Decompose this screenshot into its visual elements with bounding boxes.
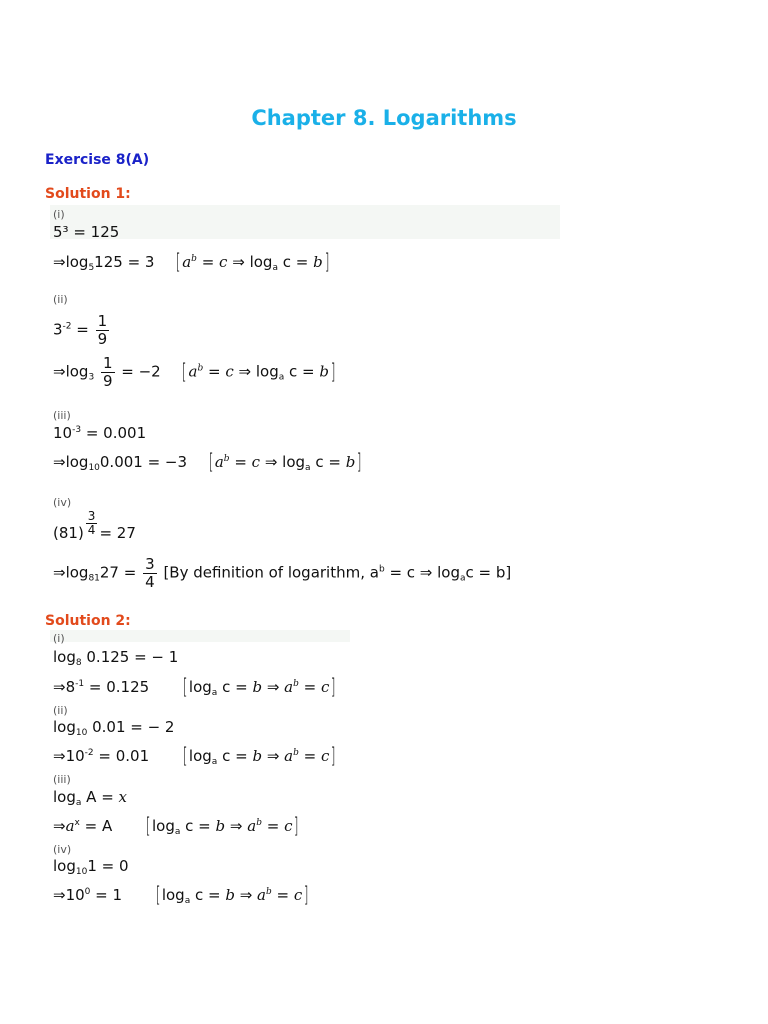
equation: $\log_{10} 0.01$ = − 2 [53,718,175,738]
equation: $\Rightarrow\log_3$ $\frac{1}{9}$ = −2 [ $a^b = c$ ⇒ $\log_a c = b$] [53,354,336,390]
equation: 5³ = 125 [53,223,120,241]
solution-1-heading: Solution 1: [45,186,131,202]
equation: $3^{-2}$ = $\frac{1}{9}$ [53,312,108,348]
part-label: (i) [53,208,65,221]
equation: $10^{-3} = 0.001$ [53,424,147,442]
equation: $\Rightarrow a^x = A$ [ $\log_a c = b$ ⇒ $a^b = c$] [53,814,300,838]
equation: (81) $\frac{3}{4}$ = 27 [53,509,136,542]
highlight-band [50,205,560,239]
equation: $\Rightarrow 10^{-2} = 0.01$ [ $\log_a c = b$ ⇒ $a^b = c$] [53,744,336,768]
part-label: (iv) [53,496,72,509]
equation: $\Rightarrow\log_{81}27$ = $\frac{3}{4}$ [By definition of logarithm, $a^b = c$ ⇒ $\log_ac = b$] [53,555,512,591]
highlight-band [50,630,350,642]
page-title: Chapter 8. Logarithms [251,106,517,130]
part-label: (iv) [53,843,72,856]
equation: $\Rightarrow\log_5125 = 3$ [ $a^b = c$ ⇒ $\log_a c = b$] [53,250,330,274]
part-label: (iii) [53,409,71,422]
part-label: (ii) [53,704,68,717]
equation: $\Rightarrow 8^{-1} = 0.125$ [ $\log_a c = b$ ⇒ $a^b = c$] [53,675,336,699]
equation: $\Rightarrow 10^0 = 1$ [ $\log_a c = b$ ⇒ $a^b = c$] [53,883,309,907]
equation: $\log_8 0.125$ = − 1 [53,648,179,668]
equation: $\Rightarrow\log_{10}0.001 = -3$ [ $a^b = c$ ⇒ $\log_a c = b$] [53,450,362,474]
equation: $\log_a A = x$ [53,788,127,808]
part-label: (ii) [53,293,68,306]
exercise-heading: Exercise 8(A) [45,152,150,168]
equation: $\log_{10}1 = 0$ [53,857,129,877]
solution-2-heading: Solution 2: [45,613,131,629]
part-label: (i) [53,632,65,645]
part-label: (iii) [53,773,71,786]
